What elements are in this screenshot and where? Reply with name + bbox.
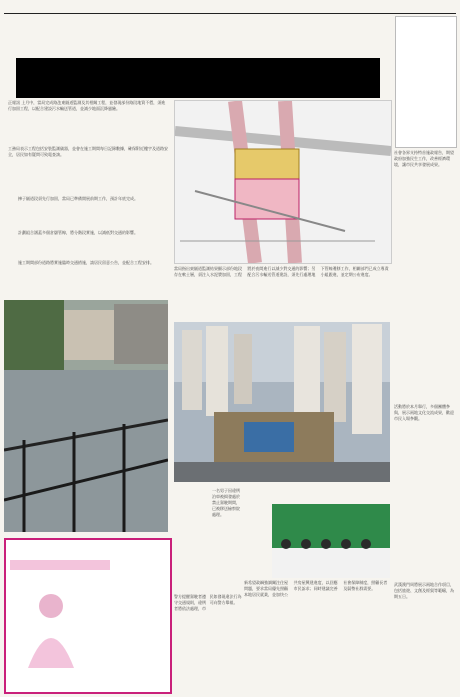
lead-body-1: 工務局表示工程包括安裝監測儀器，並會在施工期間每日記錄數據，確保附近樓宇及道路安全，居民如有疑問可致電查詢。 xyxy=(8,146,168,157)
mid-headline-1 xyxy=(174,490,188,580)
masthead xyxy=(0,0,460,14)
right-body-2: 活動將於本月舉行，多個團體參與，展示兩地文化交流成果，歡迎市民入場參觀。 xyxy=(394,404,454,421)
right-body-3: 武漢澳門周將展示兩地合作項目，包括旅遊、文創及經貿等範疇，為期五日。 xyxy=(394,582,454,599)
tunnel-diagram-art xyxy=(175,101,391,263)
headline-line2 xyxy=(16,58,380,98)
mid-headline-2 xyxy=(192,498,208,594)
event-photo xyxy=(272,504,390,578)
lead-intro: 正報訊 上月中，當局完成路氹東隧道監測及其相關工程，並發現部份路段地質不穩，須進行加固工程，以配合建設污水輸送管道，並減少地面沉降風險。 xyxy=(8,100,166,111)
newspaper-logo xyxy=(395,16,457,148)
ad-block[interactable] xyxy=(4,538,172,694)
lead-body-4: 施工期間部份道路將實施臨時交通措施，請居民留意公告，並配合工程安排。 xyxy=(18,260,154,265)
event-body: 新希望政綱強調關注住屋問題，要求當局優先照顧本地居民就業，並加快公共房屋興建進度，以回應市民訴求；同時建議完善社會保障制度，照顧長者及弱勢社群需要。 xyxy=(244,580,388,597)
ad-tagline xyxy=(10,560,110,570)
lead-body-2: 揀子隧道段須先行加固，當局已準備開展前期工作，預計年底完成。 xyxy=(18,196,138,201)
right-body-1: 社會各界支持特首施政報告，期望政府加強民生工作，改善經濟環境，讓市民共享發展成果。 xyxy=(394,150,454,167)
right-headline-2 xyxy=(396,468,456,578)
event-photo-art xyxy=(272,504,390,578)
flood-photo xyxy=(4,300,168,532)
event-headline xyxy=(244,488,390,502)
ad-side-text xyxy=(114,548,164,684)
construction-photo xyxy=(174,322,390,482)
right-red-title xyxy=(396,242,456,402)
middle-body: 當局指出東隧道監測結果顯示部份地段存在軟土層，須注入水泥漿加固，工程將於夜間進行以減少對交通的影響；另配合污水輸送管道建設，須先行處理地下管線遷移工作，相關部門已成立專責小組跟進，並定期公布進度。 xyxy=(174,266,389,277)
lead-body-3: 計劃組合涵蓋多個倉儲管線，將分階段實施，以減低對交通的影響。 xyxy=(18,230,138,235)
flood-photo-art xyxy=(4,300,168,532)
masthead-rule xyxy=(4,13,456,14)
headline-line1 xyxy=(56,18,346,52)
mid-body-1: 一名男子因違例泊車被揭發處於禁止駕駛期間，已被移送檢察院處理。 xyxy=(212,488,240,517)
construction-photo-art xyxy=(174,322,390,482)
ad-slogan xyxy=(10,574,110,584)
mid-body-2: 警方提醒駕駛者遵守交通規則，違例者將依法處理，市民如發現違法行為可向警方舉報。 xyxy=(174,594,242,611)
tunnel-diagram xyxy=(174,100,392,264)
ad-figure-art xyxy=(16,588,86,668)
